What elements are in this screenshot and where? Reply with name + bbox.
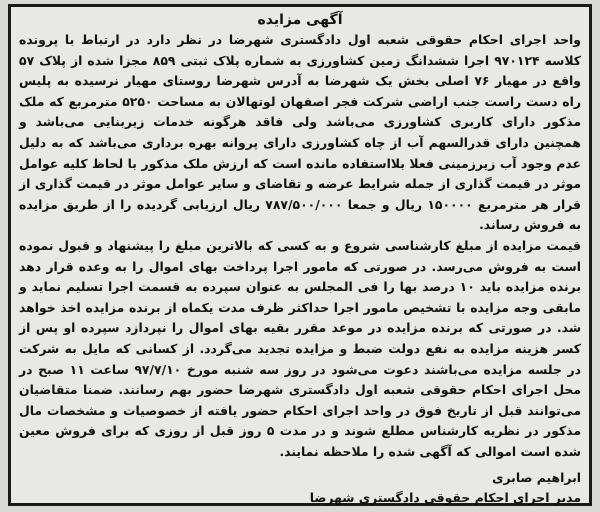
notice-document — [8, 4, 592, 506]
notice-title: آگهی مزایده — [257, 12, 343, 28]
signature-name: ابراهیم صابری — [492, 470, 581, 486]
signature-position: مدیر اجرای احکام حقوقی دادگستری شهرضا — [309, 490, 581, 506]
notice-paragraph-property: واحد اجرای احکام حقوقی شعبه اول دادگستری شهرضا در نظر دارد در ارتباط با پرونده کلاسه ۹۷۰۱۲۴ اجرا ششدانگ زمین کشاورزی به شماره پلاک ثبتی ۸۵۹ مجزا شده از پلاک ۵۷ واقع در مهیار ۷۶ اصلی بخش یک شهرضا به آدرس شهرضا روستای مهیار نرسیده به پلیس راه دست راست جنب اراضی شرکت فجر اصفهان لوتهالان به مساحت ۵۲۵۰ مترمربع که ملک مذکور دارای کاربری کشاورزی می‌باشد ولی فاقد هرگونه خدمات زیربنایی می‌باشد و همچنین دارای قدرالسهم آب از چاه کشاورزی دارای پروانه بهره برداری می‌باشد که به دلیل عدم وجود آب زیرزمینی فعلا بلااستفاده مانده است که ارزش ملک مذکور با لحاظ کلیه عوامل موثر در قیمت گذاری از جمله شرایط عرضه و تقاضای و سایر عوامل موثر در قیمت گذاری از قرار هر مترمربع ۱۵۰۰۰۰ ریال و جمعا ۷۸۷/۵۰۰/۰۰۰ ریال ارزیابی گردیده را از طریق مزایده به فروش رساند. — [19, 32, 582, 233]
notice-paragraph-terms: قیمت مزایده از مبلغ کارشناسی شروع و به کسی که بالاترین مبلغ را پیشنهاد و قبول نموده است به فروش می‌رسد. در صورتی که مامور اجرا پرداخت بهای اموال را به وعده قرار دهد برنده مزایده باید ۱۰ درصد بها را فی المجلس به عنوان سپرده به قسمت اجرا تسلیم نماید و مابقی وجه مزایده با تشخیص مامور اجرا حداکثر ظرف مدت یکماه از برنده مزایده اخذ خواهد شد. در صورتی که برنده مزایده در موعد مقرر بقیه بهای اموال را نپردازد سپرده او پس از کسر هزینه مزایده به نفع دولت ضبط و مزایده تجدید می‌گردد. از کسانی که مایل به شرکت در جلسه مزایده می‌باشند دعوت می‌شود در روز سه شنبه مورخ ۹۷/۷/۱۰ ساعت ۱۱ صبح در محل اجرای احکام حقوقی شعبه اول دادگستری شهرضا حضور بهم رسانند. ضمنا متقاضیان می‌توانند قبل از تاریخ فوق در واحد اجرای احکام حضور یافته از خصوصیات و مشخصات مال مذکور در نظریه کارشناس مطلع شوند و در مدت ۵ روز قبل از روزی که برای فروش معین شده است اموالی که آگهی شده را ملاحظه نمایند. — [19, 237, 581, 459]
signature-block — [19, 468, 581, 508]
